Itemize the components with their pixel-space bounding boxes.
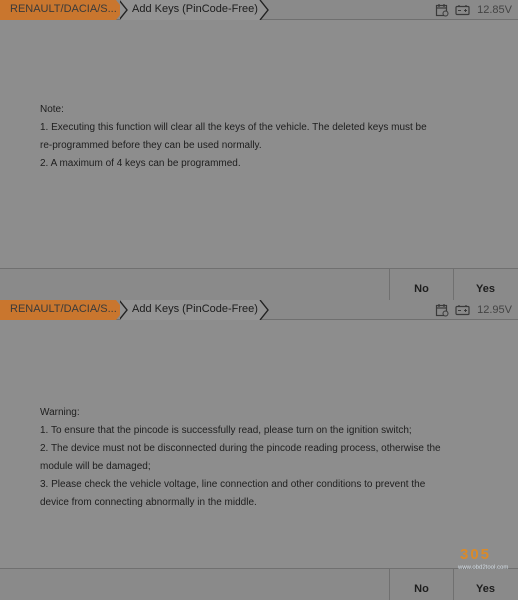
message-line: Warning: [40,407,80,418]
status-area [435,0,512,20]
button-bar [0,568,518,600]
yes-button[interactable]: Yes [453,269,517,300]
button-bar [0,268,518,300]
breadcrumb-page-label: Add Keys (PinCode-Free) [132,303,258,315]
no-button[interactable]: No [389,569,453,600]
watermark-text: 305 [460,546,492,563]
message-area [0,21,518,268]
dialog-screen-warning [0,300,518,600]
message-line: re-programmed before they can be used normally. [40,140,262,151]
header-bar [0,0,518,20]
watermark-logo [452,546,512,574]
breadcrumb-brand-label: RENAULT/DACIA/S... [10,303,117,315]
battery-icon [455,304,471,316]
calendar-icon [435,303,449,317]
breadcrumb-brand[interactable] [0,300,124,320]
voltage-readout: 12.95V [477,304,512,316]
voltage-readout: 12.85V [477,4,512,16]
message-line: 3. Please check the vehicle voltage, line connection and other conditions to prevent the [40,479,426,490]
breadcrumb-page [120,300,270,320]
message-text [40,101,480,173]
status-area [435,300,512,320]
breadcrumb-page-label: Add Keys (PinCode-Free) [132,3,258,15]
message-line: 1. Executing this function will clear all the keys of the vehicle. The deleted keys must be [40,122,427,133]
calendar-icon [435,3,449,17]
breadcrumb-brand[interactable] [0,0,124,20]
no-button[interactable]: No [389,269,453,300]
message-line: Note: [40,104,64,115]
breadcrumb-page [120,0,270,20]
message-line: 2. A maximum of 4 keys can be programmed. [40,158,241,169]
watermark-site: www.obd2tool.com [458,565,509,571]
message-line: 1. To ensure that the pincode is successfully read, please turn on the ignition switch; [40,425,412,436]
message-line: device from connecting abnormally in the middle. [40,497,257,508]
message-area [0,321,518,568]
message-line: module will be damaged; [40,461,151,472]
header-bar [0,300,518,320]
breadcrumb-brand-label: RENAULT/DACIA/S... [10,3,117,15]
yes-button[interactable]: Yes [453,569,517,600]
message-text [40,404,480,512]
message-line: 2. The device must not be disconnected during the pincode reading process, otherwise the [40,443,441,454]
battery-icon [455,4,471,16]
